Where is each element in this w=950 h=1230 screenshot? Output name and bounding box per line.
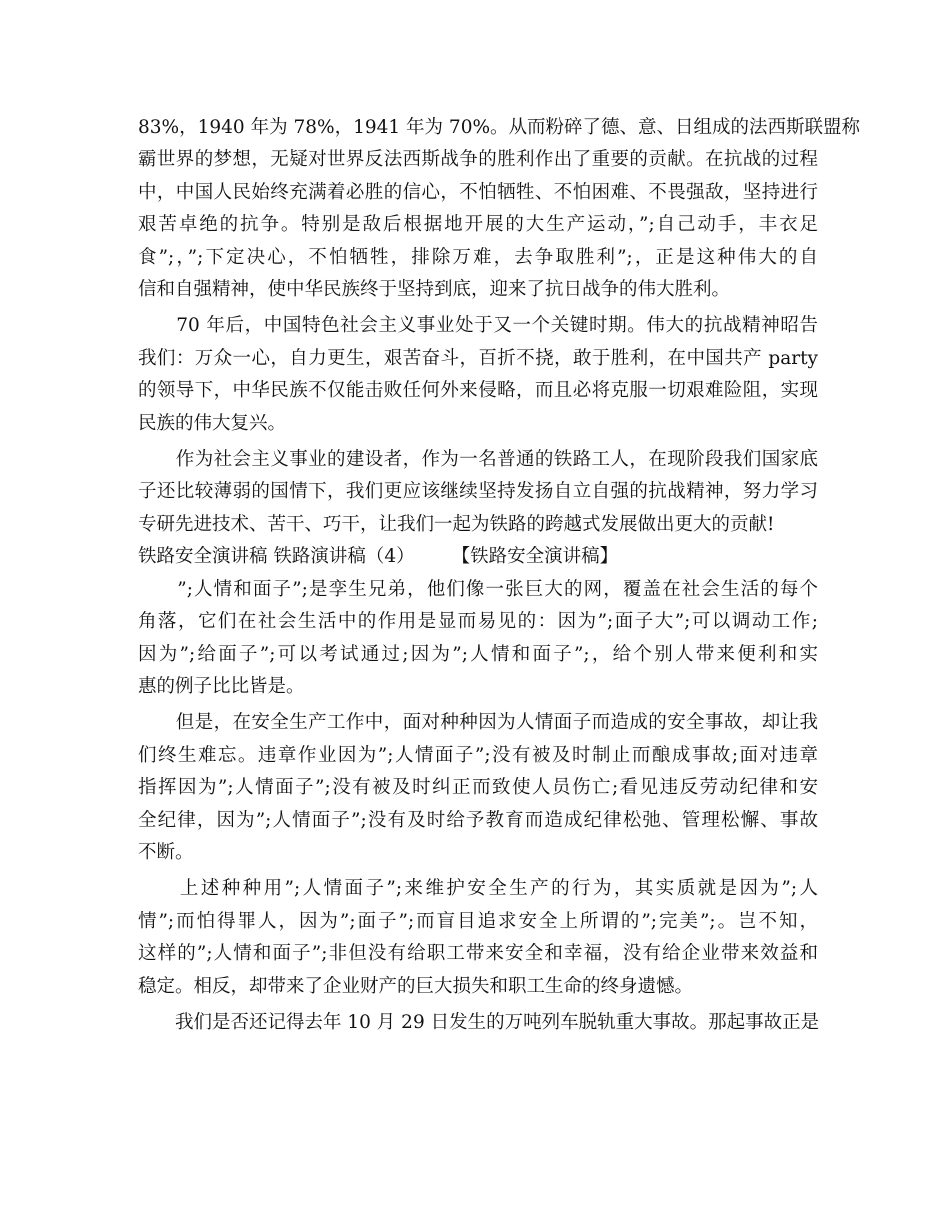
paragraph-1 bbox=[138, 112, 861, 306]
paragraph-3 bbox=[138, 444, 818, 541]
text-line: 我们是否还记得去年 10 月 29 日发生的万吨列车脱轨重大事故。那起事故正是 bbox=[138, 1011, 820, 1033]
paragraph-6 bbox=[138, 873, 818, 1003]
text-line: 83%，1940 年为 78%，1941 年为 70%。从而粉碎了德、意、日组成的法西斯联盟称 bbox=[138, 117, 861, 138]
text-line: 艰苦卓绝的抗争。特别是敌后根据地开展的大生产运动，”;自己动手，丰衣足 bbox=[138, 214, 818, 236]
paragraph-2 bbox=[138, 310, 818, 440]
text-line: 专研先进技术、苦干、巧干，让我们一起为铁路的跨越式发展做出更大的贡献! bbox=[138, 513, 775, 535]
text-line: 情”;而怕得罪人，因为”;面子”;而盲目追求安全上所谓的”;完美”;。岂不知， bbox=[138, 910, 818, 932]
text-line: 上述种种用”;人情面子”;来维护安全生产的行为，其实质就是因为”;人 bbox=[138, 878, 818, 900]
text-line: 全纪律，因为”;人情面子”;没有及时给予教育而造成纪律松弛、管理松懈、事故 bbox=[138, 809, 818, 831]
text-line: 作为社会主义事业的建设者，作为一名普通的铁路工人，在现阶段我们国家底 bbox=[138, 449, 818, 471]
text-line: 70 年后，中国特色社会主义事业处于又一个关键时期。伟大的抗战精神昭告 bbox=[138, 315, 818, 337]
text-line: 中，中国人民始终充满着必胜的信心，不怕牺牲、不怕困难、不畏强敌，坚持进行 bbox=[138, 181, 818, 203]
text-line: 我们：万众一心，自力更生，艰苦奋斗，百折不挠，敢于胜利，在中国共产 party bbox=[138, 347, 818, 369]
text-line: 们终生难忘。违章作业因为”;人情面子”;没有被及时制止而酿成事故;面对违章 bbox=[138, 744, 818, 766]
document-page bbox=[138, 112, 861, 1039]
text-line: 信和自强精神，使中华民族终于坚持到底，迎来了抗日战争的伟大胜利。 bbox=[138, 279, 731, 301]
paragraph-7 bbox=[138, 1007, 818, 1039]
text-line: 的领导下，中华民族不仅能击败任何外来侵略，而且必将克服一切艰难险阻，实现 bbox=[138, 380, 818, 402]
text-line: 子还比较薄弱的国情下，我们更应该继续坚持发扬自立自强的抗战精神，努力学习 bbox=[138, 481, 818, 503]
text-line: 这样的”;人情和面子”;非但没有给职工带来安全和幸福，没有给企业带来效益和 bbox=[138, 943, 818, 965]
text-line: 因为”;给面子”;可以考试通过;因为”;人情和面子”;，给个别人带来便利和实 bbox=[138, 643, 818, 665]
text-line: 稳定。相反，却带来了企业财产的巨大损失和职工生命的终身遗憾。 bbox=[138, 975, 694, 997]
text-line: 民族的伟大复兴。 bbox=[138, 412, 287, 434]
text-line: 角落，它们在社会生活中的作用是显而易见的：因为”;面子大”;可以调动工作; bbox=[138, 611, 818, 633]
text-line: 指挥因为”;人情面子”;没有被及时纠正而致使人员伤亡;看见违反劳动纪律和安 bbox=[138, 777, 818, 799]
text-line: 惠的例子比比皆是。 bbox=[138, 675, 305, 697]
text-line: ”;人情和面子”;是孪生兄弟，他们像一张巨大的网，覆盖在社会生活的每个 bbox=[138, 578, 818, 600]
text-line: 不断。 bbox=[138, 841, 194, 863]
text-line: 霸世界的梦想，无疑对世界反法西斯战争的胜利作出了重要的贡献。在抗战的过程 bbox=[138, 149, 818, 171]
paragraph-5 bbox=[138, 707, 818, 869]
text-line: 食”;，”;下定决心，不怕牺牲，排除万难，去争取胜利”;，正是这种伟大的自 bbox=[138, 246, 818, 268]
paragraph-4 bbox=[138, 574, 818, 704]
text-line: 但是，在安全生产工作中，面对种种因为人情面子而造成的安全事故，却让我 bbox=[138, 712, 818, 734]
section-heading: 铁路安全演讲稿 铁路演讲稿（4） 【铁路安全演讲稿】 bbox=[138, 546, 619, 568]
